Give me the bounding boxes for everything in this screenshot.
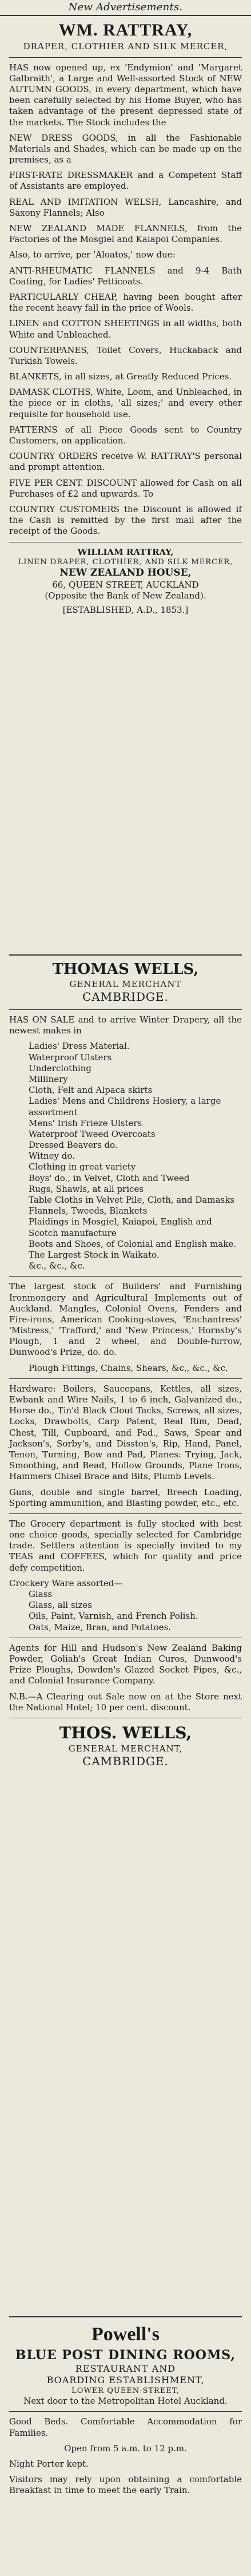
rattray-intro: HAS now opened up, ex 'Endymion' and 'Margaret Galbraith', a Large and Well-assorted Stock of NEW AUTUMN GOODS, in every department, which have been carefully selected by his Home Buyer, who has taken advantage of the present depressed state of the markets. The Stock includes the	[9, 62, 242, 128]
rattray-damask: DAMASK CLOTHS, White, Loom, and Unbleached, in the piece or in cloths, 'all sizes;' and every other requisite for household use.	[9, 387, 242, 419]
rattray-antirheum: ANTI-RHEUMATIC FLANNELS and 9-4 Bath Coating, for Ladies' Petticoats.	[9, 265, 242, 287]
rattray-nz-flannels: NEW ZEALAND MADE FLANNELS, from the Factories of the Mosgiel and Kaiapoi Companies.	[9, 223, 242, 245]
list-item: Clothing in great variety	[29, 1162, 136, 1172]
powell-line1: BLUE POST DINING ROOMS,	[15, 2347, 236, 2363]
list-item: &c., &c., &c.	[29, 1261, 85, 1271]
rattray-new-dress: NEW DRESS GOODS, in all the Fashionable Materials and Shades, which can be made up on the premises, as a	[9, 132, 242, 165]
rattray-welsh: REAL AND IMITATION WELSH, Lancashire, and Saxony Flannels; Also	[9, 196, 242, 218]
page-header	[0, 0, 251, 16]
powell-street: LOWER QUEEN-STREET,	[71, 2386, 180, 2395]
rattray-dressmaker: FIRST-RATE DRESSMAKER and a Competent Staff of Assistants are employed.	[9, 170, 242, 192]
wells-town: CAMBRIDGE.	[82, 990, 169, 1004]
wells-hardware: Hardware: Boilers, Saucepans, Kettles, all sizes, Ewbank and Wire Nails, 1 to 6 inch, Galvanized do., Horse do., Tin'd Black Clout Tacks, Screws, all sizes, Locks, Drawbolts, Carp Patent, Real Rim, Dead, Chest, Till, Cupboard, and Pad., Saws, Spear and Jackson's, Sorby's, and Disston's, Rip, Hand, Panel, Tenon, Turning, Bow and Pad, Planes: Trying, Jack, Smoothing, and Bead, Hollow Grounds, Plane Irons, Hammers Chisel Brace and Bits, Plumb Levels.	[9, 1383, 242, 1482]
powell-hours: Open from 5 a.m. to 12 p.m.	[64, 2443, 187, 2454]
wells-grocery: The Grocery department is fully stocked with best one choice goods, specially selected for Cambridge trade. Settlers attention is specially invited to my TEAS and COFFEES, which for quality and price defy competition.	[9, 1518, 242, 1573]
list-item: Mens' Irish Frieze Ulsters	[29, 1117, 142, 1128]
rattray-opposite: (Opposite the Bank of New Zealand).	[45, 591, 206, 601]
list-item: Waterproof Tweed Overcoats	[29, 1128, 156, 1139]
rattray-aotea: Also, to arrive, per 'Aloatos,' now due:	[9, 249, 176, 260]
powell-next-door: Next door to the Metropolitan Hotel Auckland.	[23, 2396, 228, 2407]
rattray-advert	[9, 19, 242, 616]
wells-sig-name: THOS. WELLS,	[59, 1723, 192, 1742]
list-item: Oats, Maize, Bran, and Potatoes.	[29, 1622, 172, 1632]
wells-sig-town: CAMBRIDGE.	[82, 1754, 169, 1768]
wells-plough: Plough Fittings, Chains, Shears, &c., &c., &c.	[29, 1362, 228, 1373]
rattray-cheap: PARTICULARLY CHEAP, having been bought after the recent heavy fall in the price of Wools.	[9, 291, 242, 314]
rattray-established: [ESTABLISHED, A.D., 1853.]	[62, 605, 189, 616]
list-item: Ladies' Mens and Childrens Hosiery, a large assortment	[29, 1096, 221, 1117]
list-item: Cloth, Felt and Alpaca skirts	[29, 1085, 153, 1096]
list-item: Glass	[29, 1589, 53, 1600]
list-item: Witney do.	[29, 1151, 75, 1162]
rattray-blankets: BLANKETS, in all sizes, at Greatly Reduced Prices.	[9, 371, 232, 382]
list-item: Millinery	[29, 1073, 68, 1084]
list-item: Oils, Paint, Varnish, and French Polish.	[29, 1611, 198, 1622]
rattray-house: NEW ZEALAND HOUSE,	[59, 567, 192, 579]
wells-crockery	[9, 1578, 242, 1633]
wells-sig-role: GENERAL MERCHANT,	[68, 1743, 183, 1754]
wells-agents: Agents for Hill and Hudson's New Zealand Baking Powder, Goliah's Great Indian Curos, Dunwood's Prize Ploughs, Dowden's Glazed Socket Pipes, &c., and Colonial Insurance Company.	[9, 1642, 242, 1686]
powell-name: Powell's	[91, 2324, 160, 2345]
list-item: Waterproof Ulsters	[29, 1052, 112, 1063]
list-item: Underclothing	[29, 1063, 91, 1073]
rattray-linen: LINEN and COTTON SHEETINGS in all widths, both White and Unbleached.	[9, 318, 242, 340]
rattray-trade: DRAPER, CLOTHIER AND SILK MERCER,	[23, 41, 228, 52]
wells-role: GENERAL MERCHANT	[69, 979, 182, 990]
list-item: Boys' do., in Velvet, Cloth and Tweed	[29, 1172, 190, 1183]
powell-advert	[9, 2312, 242, 2501]
rattray-patterns: PATTERNS of all Piece Goods sent to Country Customers, on application.	[9, 424, 242, 446]
powell-line3: BOARDING ESTABLISHMENT,	[46, 2375, 205, 2386]
powell-good-beds: Good Beds. Comfortable Accommodation for Families.	[9, 2416, 242, 2438]
rattray-sig-name: WILLIAM RATTRAY,	[77, 546, 174, 557]
rattray-country-orders: COUNTRY ORDERS receive W. RATTRAY'S personal and prompt attention.	[9, 451, 242, 473]
wells-crockery-label: Crockery Ware assorted—	[9, 1578, 123, 1588]
wells-advert	[9, 950, 242, 1769]
wells-intro: HAS ON SALE and to arrive Winter Drapery, all the newest makes in	[9, 1014, 242, 1036]
list-item: Flannels, Tweeds, Blankets	[29, 1206, 148, 1216]
wells-guns: Guns, double and single barrel, Breech Loading, Sporting ammunition, and Blasting powder, etc., etc.	[9, 1487, 242, 1508]
wells-builders: The largest stock of Builders' and Furnishing Ironmongery and Agricultural Implements out of Auckland. Mangles, Colonial Ovens, Fenders and Fire-irons, American Cooking-stoves, 'Enchantress' 'Mistress,' 'Trafford,' and 'New Princess,' Hornsby's Plough, 1 and 2 wheel, and Double-furrow, Dunwood's Prize, do. do.	[9, 1281, 242, 1358]
wells-name: THOMAS WELLS,	[52, 961, 199, 978]
list-item: Ladies' Dress Material.	[29, 1041, 130, 1052]
wells-items-list	[9, 1041, 242, 1271]
header-title: New Advertisements.	[68, 1, 183, 14]
rattray-discount: FIVE PER CENT. DISCOUNT allowed for Cash on all Purchases of £2 and upwards. To	[9, 477, 242, 499]
list-item: Boots and Shoes, of Colonial and English make. The Largest Stock in Waikato.	[29, 1238, 237, 1260]
rattray-address: 66, QUEEN STREET, AUCKLAND	[52, 580, 199, 591]
rattray-country-customers: COUNTRY CUSTOMERS the Discount is allowed if the Cash is remitted by the first mail after the receipt of the Goods.	[9, 504, 242, 537]
list-item: Plaidings in Mosgiel, Kaiapoi, English and Scotch manufacture	[29, 1216, 212, 1238]
powell-visitors: Visitors may rely upon obtaining a comfortable Breakfast in time to meet the early Train.	[9, 2474, 242, 2496]
list-item: Table Cloths in Velvet Pile, Cloth, and Damasks	[29, 1195, 235, 1206]
rattray-counterpanes: COUNTERPANES, Toilet Covers, Huckaback and Turkish Towels.	[9, 344, 242, 366]
powell-porter: Night Porter kept.	[9, 2458, 89, 2469]
list-item: Rugs, Shawls, at all prices	[29, 1183, 144, 1194]
wells-nb: N.B.—A Clearing out Sale now on at the Store next the National Hotel; 10 per cent. discount.	[9, 1691, 242, 1713]
rattray-name: WM. RATTRAY,	[58, 21, 193, 39]
list-item: Glass, all sizes	[29, 1600, 92, 1611]
rattray-sig-trade: LINEN DRAPER, CLOTHIER, AND SILK MERCER,	[18, 557, 233, 566]
list-item: Dressed Beavers do.	[29, 1140, 118, 1151]
powell-line2: RESTAURANT AND	[75, 2363, 176, 2374]
